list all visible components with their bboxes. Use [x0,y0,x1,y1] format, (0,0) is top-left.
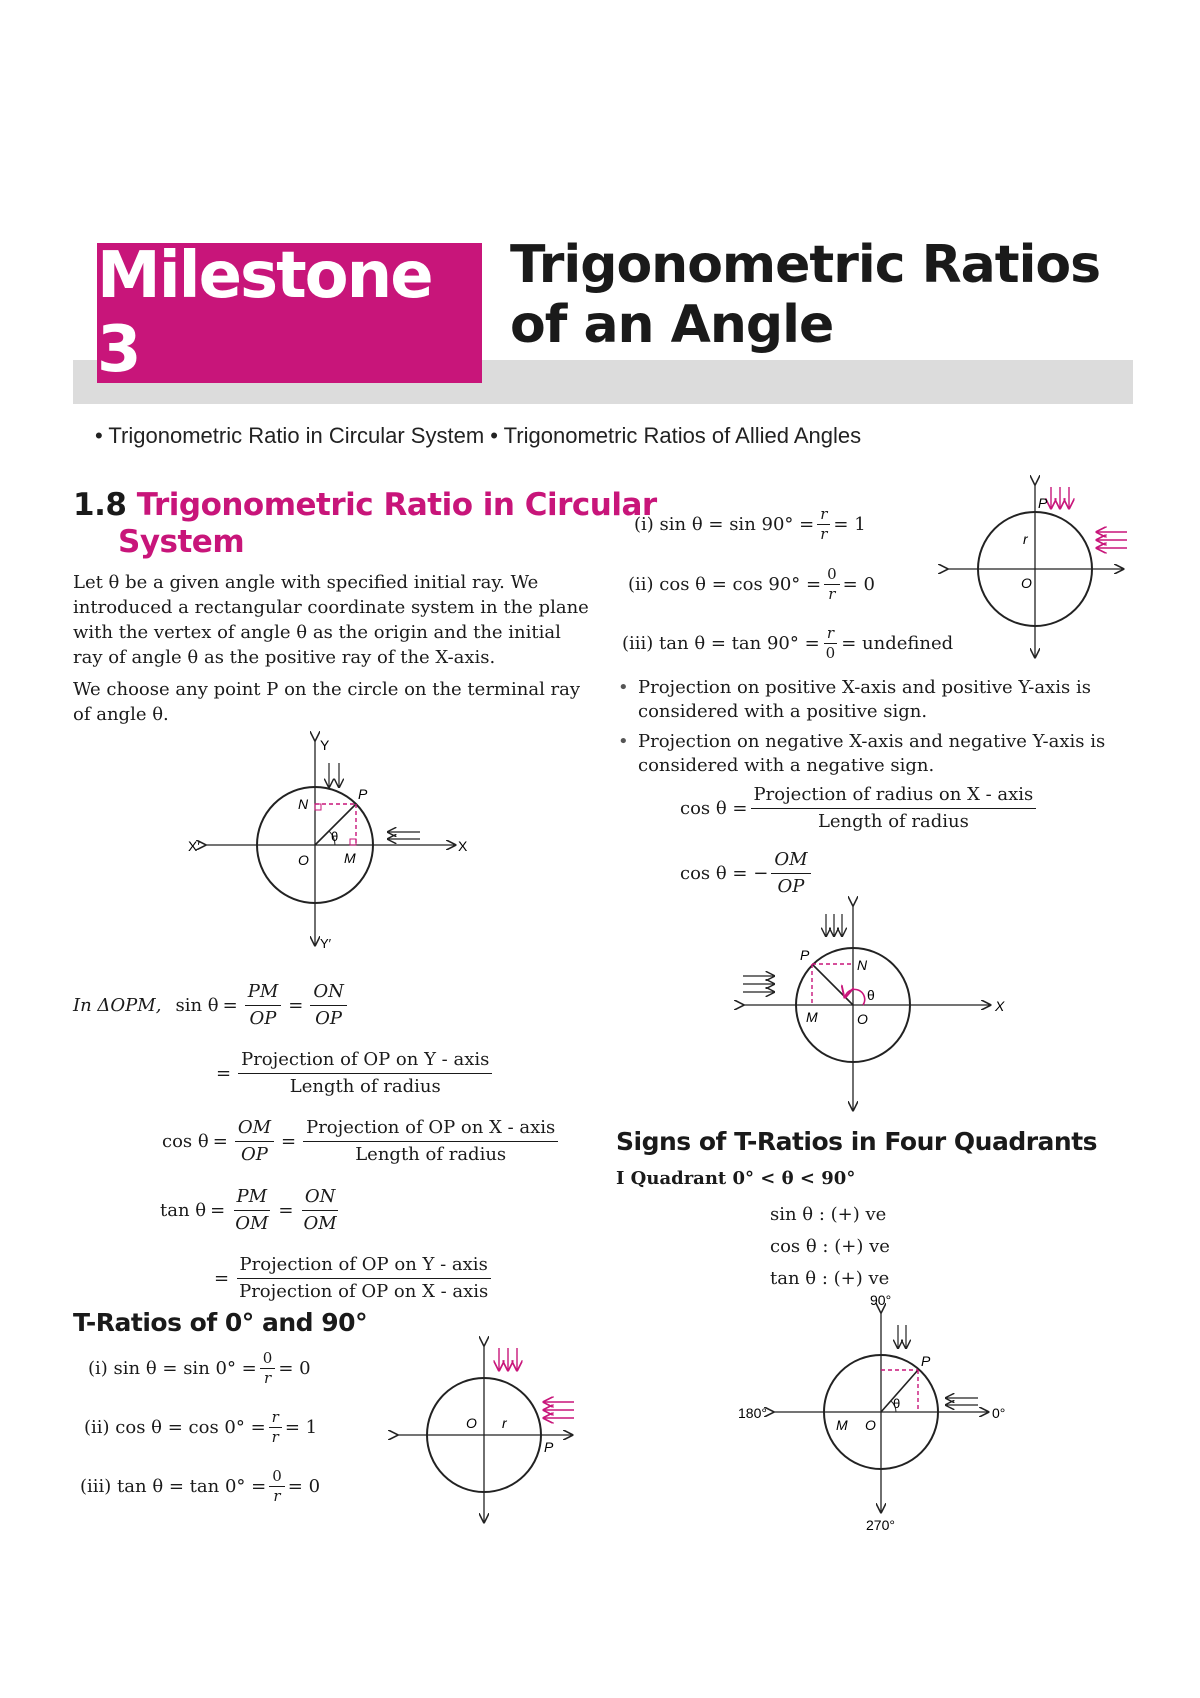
fig1-theta-label: θ [331,829,339,844]
fig1-n-label: N [298,796,309,812]
fig5-p-label: P [921,1353,931,1369]
fig4-n-label: N [857,957,868,973]
figure-circle-zero-degrees [392,1340,582,1525]
section-number: 1.8 [73,487,127,523]
quadrant-one-label: I Quadrant 0° < θ < 90° [616,1168,856,1189]
sign-tan: tan θ : (+) ve [770,1268,890,1289]
fig5-m-label: M [836,1417,848,1433]
fig3-o-label: O [1021,575,1032,591]
chapter-title-line2: of an Angle [510,295,834,355]
fig5-90-label: 90° [870,1292,892,1308]
fig5-theta-label: θ [893,1396,901,1411]
eq-tan-projection: = $\frac{\text{Projection of OP on Y - axis}}{\text{Projection of OP on X - axis}}$ [210,1253,494,1304]
eq-cos-negative: cos θ = − $\frac{OM}{OP}$ [680,848,814,899]
chapter-title [510,235,1130,355]
signs-heading: Signs of T-Ratios in Four Quadrants [616,1127,1098,1156]
eq-sin-opm: In ΔOPM, sin θ = $\frac{PM}{OP}$ = $\frac{ON}{OP}$ [73,980,350,1031]
figure-quadrants [738,1290,1028,1535]
fig4-o-label: O [857,1011,868,1027]
t90-tan: (iii) tan θ = tan 90° = $\frac{r}{0}$ = undefined [622,624,954,662]
fig2-p-label: P [544,1439,554,1455]
fig4-m-label: M [806,1009,818,1025]
eq-cos: cos θ = $\frac{OM}{OP}$ = $\frac{\text{Projection of OP on X - axis}}{\text{Length of radius}}$ [162,1116,561,1167]
eq-sin-projection: = $\frac{\text{Projection of OP on Y - axis}}{\text{Length of radius}}$ [212,1048,495,1099]
fig1-x-label: X [458,838,468,854]
fig2-r-label: r [502,1415,507,1431]
fig1-y-label: Y [320,737,330,753]
section-heading [73,487,657,561]
t-ratios-heading: T-Ratios of 0° and 90° [73,1308,368,1337]
milestone-badge: Milestone 3 [97,243,482,383]
figure-circle-ninety-degrees [945,482,1135,662]
fig4-p-label: P [800,947,810,963]
quadrant-one-signs [770,1199,890,1295]
fig2-o-label: O [466,1415,477,1431]
fig1-m-label: M [344,850,356,866]
fig5-180-label: 180° [738,1405,767,1421]
fig3-r-label: r [1023,531,1028,547]
t90-cos: (ii) cos θ = cos 90° = $\frac{0}{r}$ = 0 [628,565,875,603]
figure-circle-first-quadrant [190,735,480,950]
projection-rules [616,676,1106,784]
fig5-o-label: O [865,1417,876,1433]
t0-sin: (i) sin θ = sin 0° = $\frac{0}{r}$ = 0 [88,1349,311,1387]
fig4-x-label: X [995,998,1005,1014]
figure-circle-second-quadrant [738,900,1018,1115]
topics-list: • Trigonometric Ratio in Circular System • Trigonometric Ratios of Allied Angles [95,423,862,448]
projection-rule-positive: • Projection on positive X-axis and positive Y-axis is considered with a positive sign. [616,676,1106,724]
t0-cos: (ii) cos θ = cos 0° = $\frac{r}{r}$ = 1 [84,1408,318,1446]
fig3-p-label: P [1038,495,1048,511]
fig1-p-label: P [358,786,368,802]
section-paragraph-2: We choose any point P on the circle on the terminal ray of angle θ. [73,679,581,725]
fig5-270-label: 270° [866,1517,895,1533]
section-title-line2: System [118,524,245,560]
sign-sin: sin θ : (+) ve [770,1204,887,1225]
t0-tan: (iii) tan θ = tan 0° = $\frac{0}{r}$ = 0 [80,1467,321,1505]
chapter-title-line1: Trigonometric Ratios [510,235,1101,295]
fig1-o-label: O [298,852,309,868]
sign-cos: cos θ : (+) ve [770,1236,890,1257]
fig4-theta-label: θ [867,987,875,1003]
section-title-line1: Trigonometric Ratio in Circular [136,487,657,523]
eq-cos-definition: cos θ = $\frac{\text{Projection of radius on X - axis}}{\text{Length of radius}}$ [680,783,1039,834]
t90-sin: (i) sin θ = sin 90° = $\frac{r}{r}$ = 1 [634,505,866,543]
fig1-xprime-label: X′ [188,838,200,854]
eq-tan: tan θ = $\frac{PM}{OM}$ = $\frac{ON}{OM}$ [160,1186,337,1234]
projection-rule-negative: • Projection on negative X-axis and negative Y-axis is considered with a negative sign. [616,730,1106,778]
fig1-yprime-label: Y′ [320,936,332,951]
fig5-0-label: 0° [992,1405,1006,1421]
section-paragraph-1: Let θ be a given angle with specified initial ray. We introduced a rectangular coordinate system in the plane with the vertex of angle θ as the origin and the initial ray of angle θ as the positive ray of the X-axis. [73,572,589,668]
